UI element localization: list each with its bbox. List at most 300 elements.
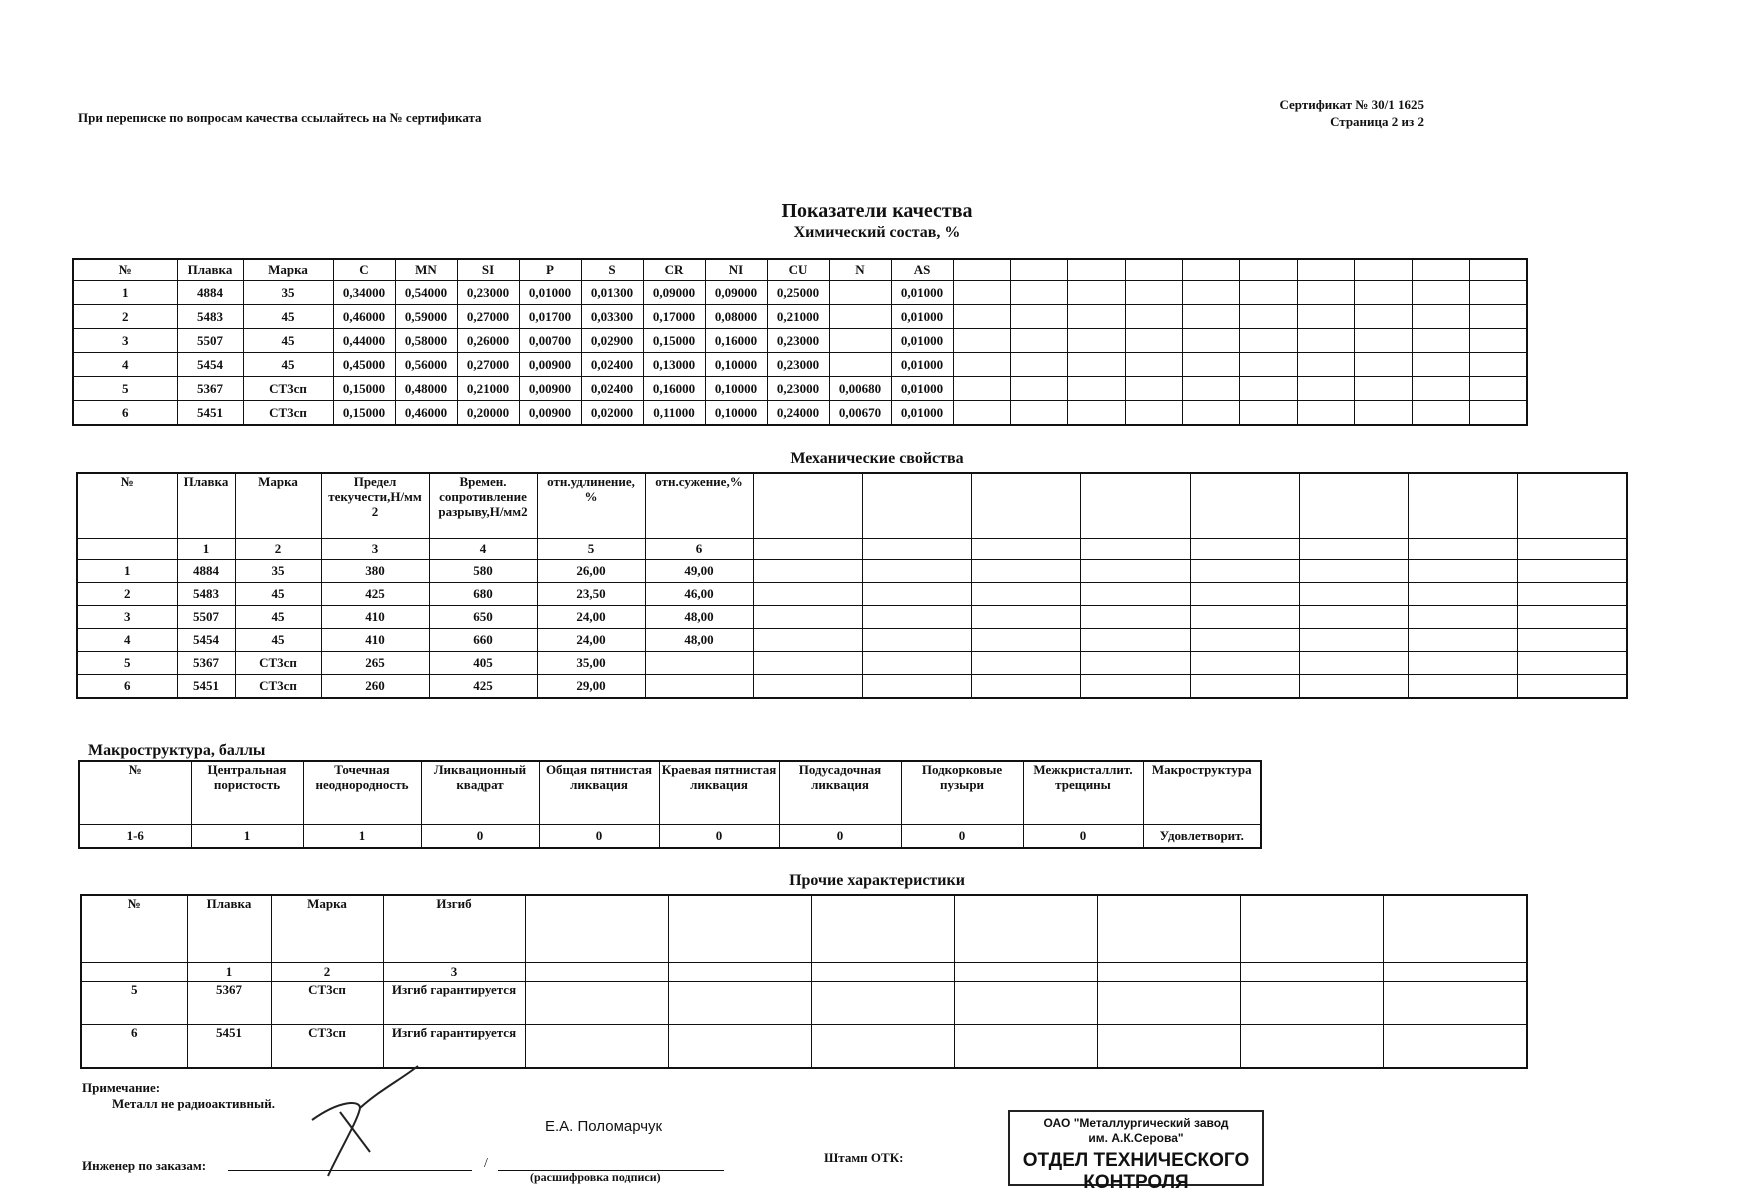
mech-cell: 35 [235,560,321,583]
chem-cell: 0,10000 [705,401,767,426]
empty-cell [1190,539,1299,560]
mech-cell: 5483 [177,583,235,606]
mech-cell: 23,50 [537,583,645,606]
empty-cell [753,583,862,606]
empty-cell [1470,377,1527,401]
empty-cell [1183,401,1240,426]
chem-cell [829,353,891,377]
empty-cell [1470,259,1527,281]
empty-cell [1470,329,1527,353]
stamp-label: Штамп ОТК: [824,1150,904,1165]
mech-column-header: Предел текучести,Н/мм 2 [321,473,429,539]
empty-cell [1355,353,1412,377]
empty-cell [1470,401,1527,426]
empty-cell [954,982,1097,1025]
empty-cell [668,1025,811,1069]
empty-cell [1098,963,1241,982]
empty-cell [1125,401,1182,426]
empty-cell [1409,606,1518,629]
otk-stamp [1008,1110,1264,1193]
empty-cell [1081,652,1190,675]
empty-cell [1518,629,1627,652]
empty-cell [1518,560,1627,583]
empty-cell [1190,606,1299,629]
empty-cell [1518,606,1627,629]
other-column-number: 3 [383,963,525,982]
empty-cell [1125,281,1182,305]
chem-cell [829,305,891,329]
chem-column-header: Марка [243,259,333,281]
empty-cell [1384,963,1527,982]
empty-cell [1240,259,1297,281]
chem-cell: 5454 [177,353,243,377]
engineer-label: Инженер по заказам: [82,1158,207,1173]
other-header-row [81,895,1527,963]
empty-cell [1068,259,1125,281]
empty-cell [1409,675,1518,699]
empty-cell [1068,281,1125,305]
macro-column-header: Общая пятнистая ликвация [539,761,659,825]
empty-cell [1412,353,1469,377]
empty-cell [1190,675,1299,699]
correspondence-note: При переписке по вопросам качества ссылайтесь на № сертификата [78,110,482,125]
empty-cell [972,583,1081,606]
mech-cell: 660 [429,629,537,652]
empty-cell [1409,652,1518,675]
mech-cell: 650 [429,606,537,629]
chem-cell: 0,23000 [457,281,519,305]
empty-cell [753,652,862,675]
other-number-row [81,963,1527,982]
empty-cell [1125,329,1182,353]
mech-cell [645,675,753,699]
empty-cell [753,606,862,629]
chem-title: Химический состав, % [793,224,961,241]
chem-cell: 0,02000 [581,401,643,426]
chem-cell: 0,15000 [643,329,705,353]
chem-cell: 0,01000 [891,329,953,353]
mech-column-number: 1 [177,539,235,560]
empty-cell [1518,473,1627,539]
other-row [81,1025,1527,1069]
mech-cell: 425 [429,675,537,699]
mech-cell: 6 [77,675,177,699]
mech-cell: 24,00 [537,606,645,629]
macro-column-header: Центральная пористость [191,761,303,825]
empty-cell [972,539,1081,560]
empty-cell [753,539,862,560]
page-title: Показатели качества [781,200,973,222]
empty-cell [1355,305,1412,329]
chem-column-header: CU [767,259,829,281]
empty-cell [862,606,971,629]
empty-cell [972,652,1081,675]
chem-cell: 0,00900 [519,353,581,377]
mech-column-header: отн.удлинение, % [537,473,645,539]
other-cell: 6 [81,1025,187,1069]
chem-cell: 0,34000 [333,281,395,305]
empty-cell [1299,539,1408,560]
empty-cell [525,1025,668,1069]
mech-row [77,560,1627,583]
mech-cell: 680 [429,583,537,606]
chem-cell: 0,23000 [767,329,829,353]
empty-cell [953,305,1010,329]
macro-cell: 0 [901,825,1023,849]
mech-column-header: отн.сужение,% [645,473,753,539]
empty-cell [1299,652,1408,675]
certificate-info [1279,96,1424,130]
macro-cell: Удовлетворит. [1143,825,1261,849]
chem-cell [829,281,891,305]
empty-cell [811,963,954,982]
other-cell: Изгиб гарантируется [383,982,525,1025]
macro-cell: 0 [421,825,539,849]
chem-cell: 5 [73,377,177,401]
empty-cell [1412,377,1469,401]
mech-column-number: 6 [645,539,753,560]
empty-cell [1081,539,1190,560]
other-column-number: 2 [271,963,383,982]
macro-cell: 1 [303,825,421,849]
other-column-number [81,963,187,982]
chem-row [73,377,1527,401]
empty-cell [1010,281,1067,305]
chem-column-header: N [829,259,891,281]
empty-cell [1190,583,1299,606]
chem-cell: 0,24000 [767,401,829,426]
chem-cell: 1 [73,281,177,305]
slash-divider: / [484,1156,488,1171]
empty-cell [1010,401,1067,426]
empty-cell [1470,353,1527,377]
empty-cell [1412,329,1469,353]
chem-cell: 0,25000 [767,281,829,305]
empty-cell [1125,353,1182,377]
mech-table [76,472,1628,699]
mech-cell: 29,00 [537,675,645,699]
other-cell: СТ3сп [271,1025,383,1069]
chem-cell: 45 [243,329,333,353]
macro-column-header: Подусадочная ликвация [779,761,901,825]
mech-cell: 48,00 [645,606,753,629]
empty-cell [1412,281,1469,305]
empty-cell [953,281,1010,305]
mech-cell: 260 [321,675,429,699]
signer-name: Е.А. Поломарчук [545,1118,663,1135]
mech-cell: 45 [235,583,321,606]
chem-cell: 0,46000 [333,305,395,329]
macro-column-header: Межкристаллит. трещины [1023,761,1143,825]
empty-cell [1068,401,1125,426]
empty-cell [862,629,971,652]
empty-cell [668,895,811,963]
empty-cell [1409,560,1518,583]
chem-cell: 5483 [177,305,243,329]
chem-column-header: C [333,259,395,281]
chem-row [73,305,1527,329]
macro-column-header: № [79,761,191,825]
empty-cell [811,1025,954,1069]
mech-cell: 265 [321,652,429,675]
empty-cell [1190,473,1299,539]
empty-cell [1098,895,1241,963]
empty-cell [862,560,971,583]
signature-scribble [300,1060,430,1180]
chem-cell: 0,48000 [395,377,457,401]
empty-cell [1125,259,1182,281]
other-cell: 5451 [187,1025,271,1069]
empty-cell [1297,281,1354,305]
macro-header-row [79,761,1261,825]
mech-cell: 26,00 [537,560,645,583]
mech-header-row [77,473,1627,539]
mech-cell: 1 [77,560,177,583]
other-cell: 5367 [187,982,271,1025]
chem-cell: 0,58000 [395,329,457,353]
chem-table [72,258,1528,426]
chem-cell: 0,03300 [581,305,643,329]
chem-row [73,281,1527,305]
chem-cell: 0,08000 [705,305,767,329]
chem-cell: 0,45000 [333,353,395,377]
empty-cell [953,401,1010,426]
empty-cell [1297,305,1354,329]
empty-cell [1125,377,1182,401]
empty-cell [1299,560,1408,583]
empty-cell [1297,329,1354,353]
empty-cell [811,982,954,1025]
empty-cell [753,560,862,583]
chem-column-header: SI [457,259,519,281]
mech-column-number [77,539,177,560]
chem-cell: 0,00900 [519,377,581,401]
chem-cell: 0,09000 [643,281,705,305]
empty-cell [1355,281,1412,305]
mech-column-header: Времен. сопротивление разрыву,Н/мм2 [429,473,537,539]
decode-label: (расшифровка подписи) [530,1170,661,1184]
empty-cell [1518,539,1627,560]
mech-cell: 5 [77,652,177,675]
empty-cell [1081,629,1190,652]
mech-cell: 35,00 [537,652,645,675]
chem-cell: 0,00700 [519,329,581,353]
empty-cell [753,675,862,699]
mech-cell: 45 [235,606,321,629]
empty-cell [1081,675,1190,699]
mech-cell: 48,00 [645,629,753,652]
chem-cell: 45 [243,353,333,377]
macro-column-header: Краевая пятнистая ликвация [659,761,779,825]
chem-column-header: MN [395,259,457,281]
empty-cell [1010,377,1067,401]
chem-cell: 5507 [177,329,243,353]
chem-cell: СТ3сп [243,377,333,401]
chem-cell: 0,01700 [519,305,581,329]
mech-cell: 410 [321,606,429,629]
macro-cell: 0 [1023,825,1143,849]
chem-cell: 0,13000 [643,353,705,377]
empty-cell [1183,377,1240,401]
empty-cell [1297,353,1354,377]
chem-cell: 0,01300 [581,281,643,305]
empty-cell [1241,982,1384,1025]
other-column-header: № [81,895,187,963]
mech-row [77,675,1627,699]
mech-column-number: 3 [321,539,429,560]
macro-cell: 0 [779,825,901,849]
chem-row [73,329,1527,353]
chem-cell: 0,15000 [333,377,395,401]
empty-cell [1081,560,1190,583]
chem-cell: 0,10000 [705,377,767,401]
chem-header-row [73,259,1527,281]
empty-cell [862,675,971,699]
certificate-number: Сертификат № 30/1 1625 [1279,97,1424,112]
other-column-header: Плавка [187,895,271,963]
empty-cell [1240,329,1297,353]
mech-cell: 405 [429,652,537,675]
chem-cell: 35 [243,281,333,305]
chem-column-header: CR [643,259,705,281]
chem-cell: 0,20000 [457,401,519,426]
mech-cell: СТ3сп [235,652,321,675]
mech-cell: 4 [77,629,177,652]
other-title: Прочие характеристики [789,872,965,889]
empty-cell [1299,675,1408,699]
mech-cell: СТ3сп [235,675,321,699]
macro-title: Макроструктура, баллы [88,742,266,759]
empty-cell [1241,963,1384,982]
chem-cell: 45 [243,305,333,329]
empty-cell [1125,305,1182,329]
macro-row [79,825,1261,849]
chem-cell: 0,01000 [891,401,953,426]
empty-cell [525,895,668,963]
empty-cell [1470,281,1527,305]
chem-cell: 0,27000 [457,353,519,377]
chem-column-header: S [581,259,643,281]
chem-cell: 0,27000 [457,305,519,329]
empty-cell [862,583,971,606]
empty-cell [1409,629,1518,652]
macro-cell: 1-6 [79,825,191,849]
empty-cell [1081,606,1190,629]
macro-cell: 0 [539,825,659,849]
empty-cell [953,259,1010,281]
chem-column-header: Плавка [177,259,243,281]
mech-cell: 3 [77,606,177,629]
empty-cell [1240,305,1297,329]
empty-cell [1190,652,1299,675]
empty-cell [1183,259,1240,281]
other-cell: СТ3сп [271,982,383,1025]
empty-cell [1299,606,1408,629]
empty-cell [1190,560,1299,583]
chem-cell: 0,02900 [581,329,643,353]
mech-cell: 2 [77,583,177,606]
chem-cell: 0,01000 [891,377,953,401]
empty-cell [972,473,1081,539]
chem-cell: 0,46000 [395,401,457,426]
other-column-number: 1 [187,963,271,982]
empty-cell [1183,329,1240,353]
chem-cell: 0,01000 [891,305,953,329]
empty-cell [862,473,971,539]
chem-cell: 0,02400 [581,353,643,377]
other-cell: Изгиб гарантируется [383,1025,525,1069]
macro-table [78,760,1262,849]
empty-cell [954,963,1097,982]
empty-cell [1010,353,1067,377]
empty-cell [1518,583,1627,606]
empty-cell [1098,1025,1241,1069]
empty-cell [525,982,668,1025]
stamp-line-4: КОНТРОЛЯ [1083,1172,1189,1193]
chem-cell: 0,44000 [333,329,395,353]
other-column-header: Изгиб [383,895,525,963]
chem-cell: 2 [73,305,177,329]
mech-row [77,583,1627,606]
empty-cell [972,675,1081,699]
empty-cell [953,377,1010,401]
chem-row [73,401,1527,426]
empty-cell [1240,401,1297,426]
mech-cell: 380 [321,560,429,583]
mech-row [77,652,1627,675]
empty-cell [668,982,811,1025]
empty-cell [1412,305,1469,329]
empty-cell [1355,401,1412,426]
empty-cell [1412,401,1469,426]
macro-cell: 0 [659,825,779,849]
chem-cell: 4884 [177,281,243,305]
empty-cell [1241,1025,1384,1069]
mech-cell: 5367 [177,652,235,675]
empty-cell [953,329,1010,353]
mech-number-row [77,539,1627,560]
mech-row [77,606,1627,629]
empty-cell [1299,583,1408,606]
empty-cell [1409,583,1518,606]
empty-cell [1183,281,1240,305]
chem-cell: 3 [73,329,177,353]
chem-cell: 0,23000 [767,353,829,377]
other-cell: 5 [81,982,187,1025]
empty-cell [862,539,971,560]
chem-cell: 0,56000 [395,353,457,377]
empty-cell [1240,353,1297,377]
other-column-header: Марка [271,895,383,963]
stamp-line-2: им. А.К.Серова" [1088,1131,1184,1145]
chem-cell: 0,16000 [643,377,705,401]
mech-cell: 5454 [177,629,235,652]
empty-cell [753,629,862,652]
empty-cell [862,652,971,675]
macro-column-header: Ликвационный квадрат [421,761,539,825]
chem-cell: 0,21000 [767,305,829,329]
stamp-line-1: ОАО "Металлургический завод [1043,1116,1229,1130]
mech-row [77,629,1627,652]
mech-cell: 5451 [177,675,235,699]
chem-cell: 0,15000 [333,401,395,426]
mech-cell: 4884 [177,560,235,583]
empty-cell [1409,473,1518,539]
note-label: Примечание: [82,1080,161,1095]
empty-cell [668,963,811,982]
mech-cell: 45 [235,629,321,652]
empty-cell [1068,305,1125,329]
